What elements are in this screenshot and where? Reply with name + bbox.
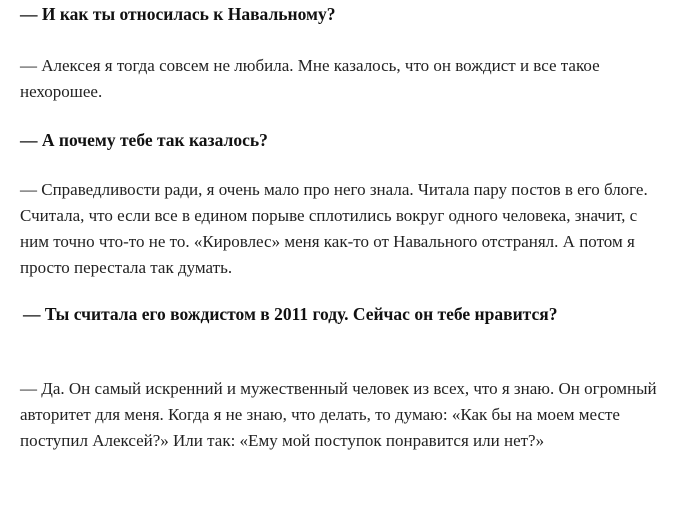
interview-question: — И как ты относилась к Навальному?: [20, 4, 336, 24]
interview-answer: — Справедливости ради, я очень мало про него знала. Читала пару постов в его блоге. Считала, что если все в едином порыве сплотились вокруг одного человека, значит, с ним точно что-то не то. «Кировлес» меня как-то от Навального отстранял. А потом я просто перестала так думать.: [20, 180, 648, 277]
interview-answer: — Да. Он самый искренний и мужественный человек из всех, что я знаю. Он огромный авторитет для меня. Когда я не знаю, что делать, то думаю: «Как бы на моем месте поступил Алексей?» Или так: «Ему мой поступок понравится или нет?»: [20, 379, 657, 450]
interview-question: — А почему тебе так казалось?: [20, 130, 268, 150]
interview-answer: — Алексея я тогда совсем не любила. Мне казалось, что он вождист и все такое нехорошее.: [20, 56, 600, 101]
interview-question: — Ты считала его вождистом в 2011 году. Сейчас он тебе нравится?: [23, 304, 558, 324]
